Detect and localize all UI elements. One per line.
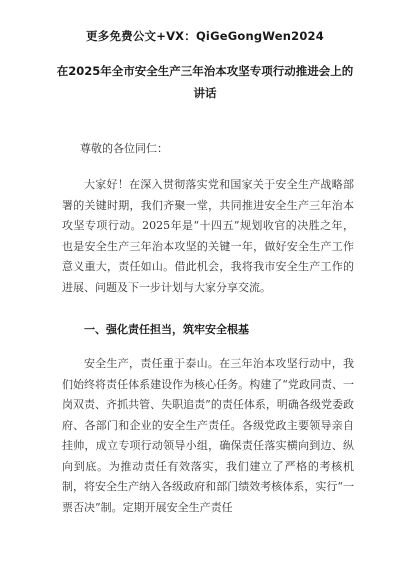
paragraph-responsibility: 安全生产，责任重于泰山。在三年治本攻坚行动中，我们始终将责任体系建设作为核心任务。构建了“党政同责、一岗双责、齐抓共管、失职追责”的责任体系，明确各级党委政府、各部门和企业的安全生产责任。各级党政主要领导亲自挂帅，成立专项行动领导小组，确保责任落实横向到边、纵向到底。为推动责任有效落实，我们建立了严格的考核机制，将安全生产纳入各级政府和部门绩效考核体系，实行“一票否决”制。定期开展安全生产责任 (62, 357, 354, 514)
paragraph-opening: 大家好！在深入贯彻落实党和国家关于安全生产战略部署的关键时期，我们齐聚一堂，共同推进安全生产三年治本攻坚专项行动。2025年是“十四五”规划收官的决胜之年，也是安全生产三年治本攻坚的关键一年，做好安全生产工作意义重大，责任如山。借此机会，我将我市安全生产工作的进展、问题及下一步计划与大家分享交流。 (62, 178, 354, 294)
section-heading: 一、强化责任担当，筑牢安全根基 (84, 323, 249, 336)
header-line: 更多免费公文+VX：QiGeGongWen2024 (86, 29, 324, 43)
document-title: 在2025年全市安全生产三年治本攻坚专项行动推进会上的讲话 (56, 64, 354, 100)
salutation: 尊敬的各位同仁： (80, 142, 168, 155)
